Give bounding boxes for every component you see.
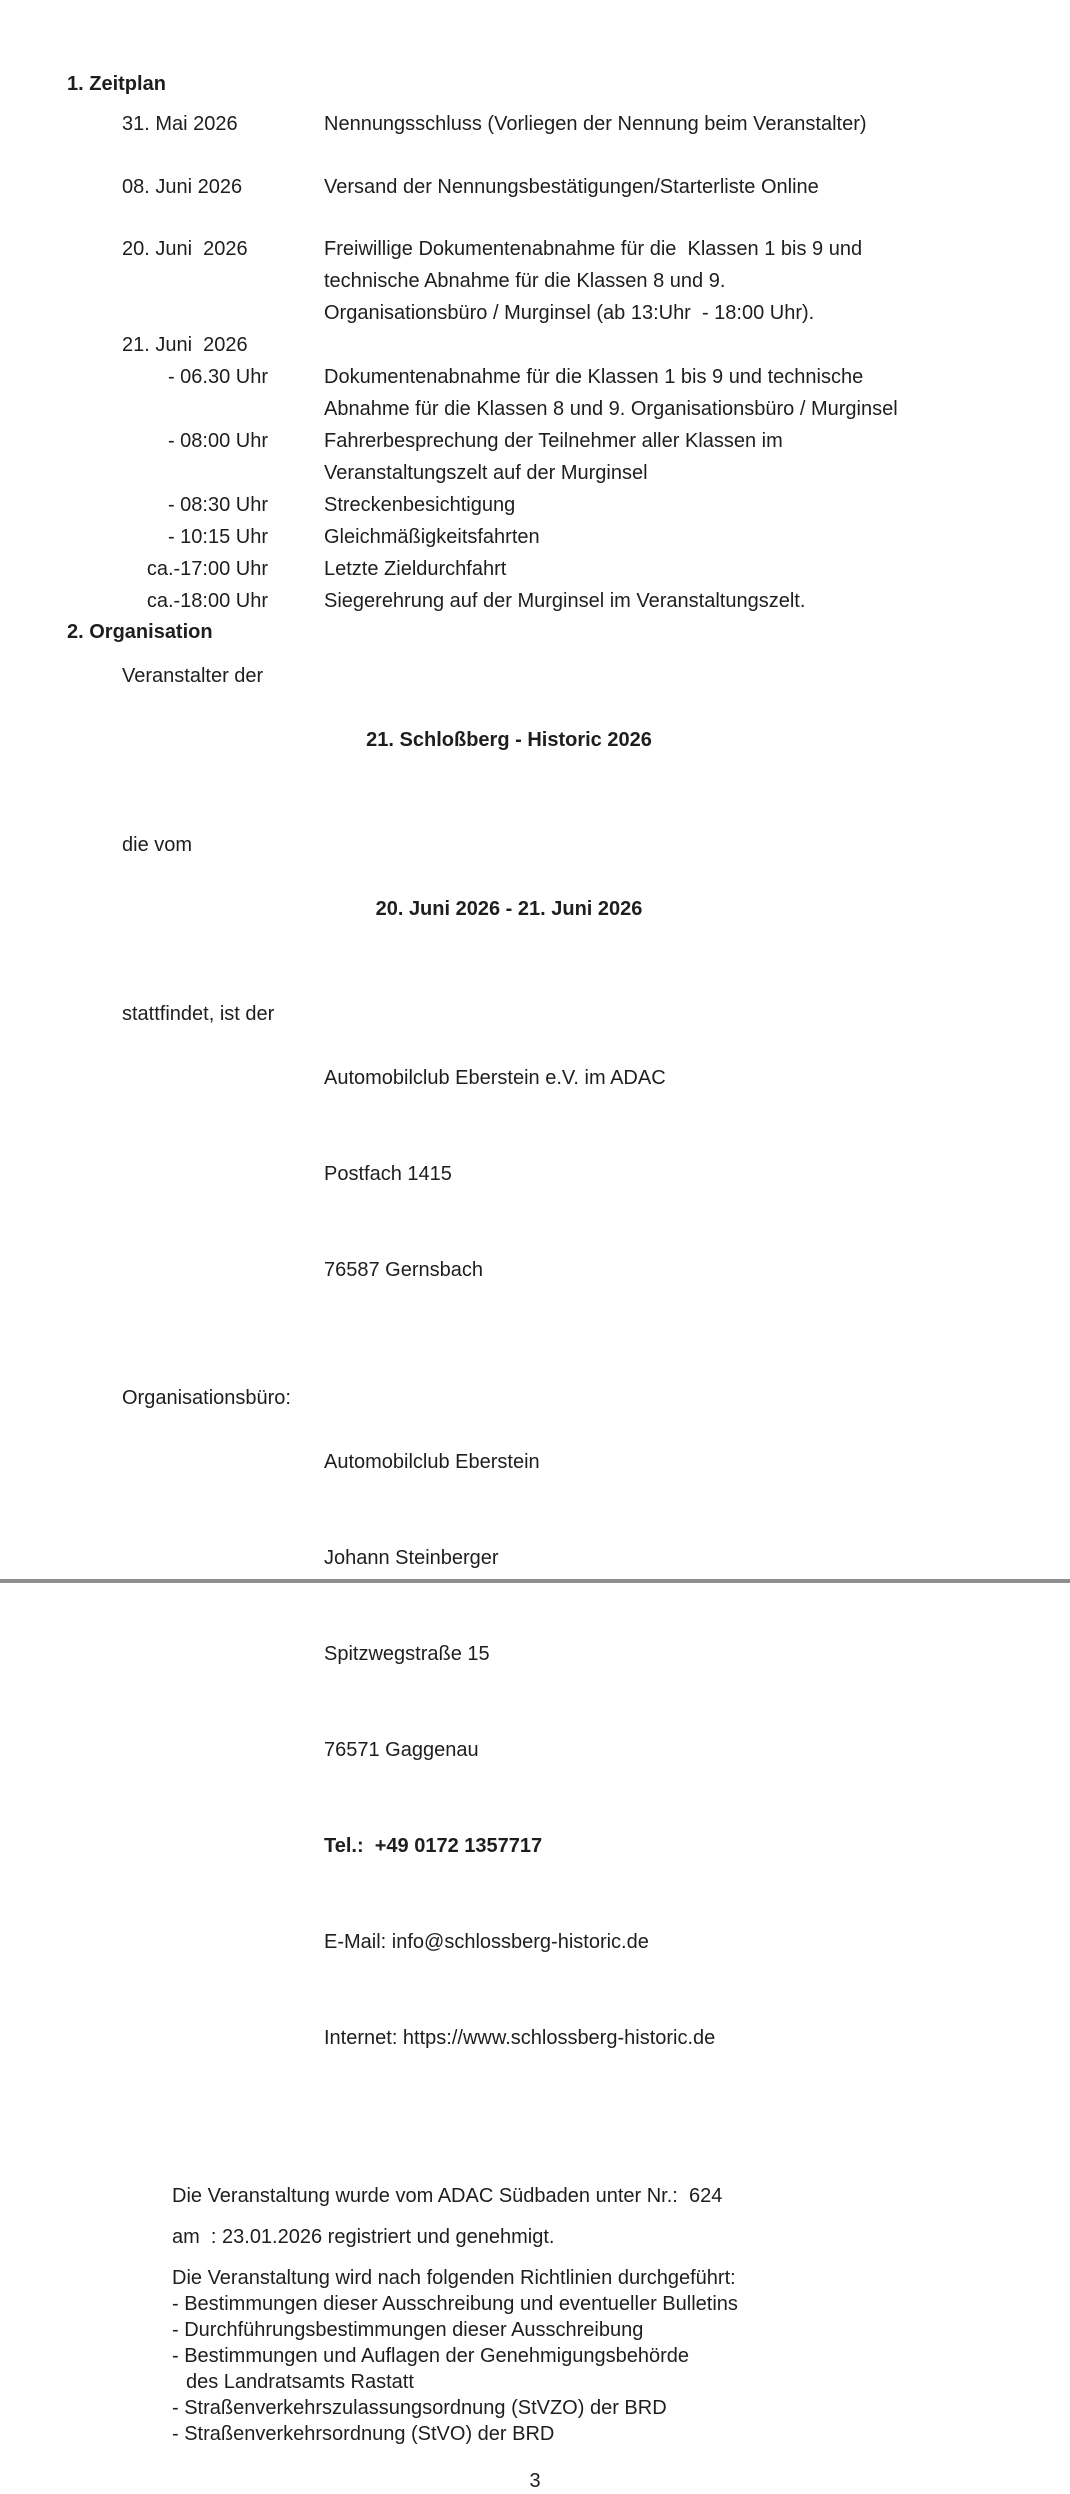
guideline-item: - Durchführungsbestimmungen dieser Ausschreibung [172, 2319, 644, 2341]
schedule-description: Freiwillige Dokumentenabnahme für die Klassen 1 bis 9 und [324, 238, 863, 260]
guideline-item: - Bestimmungen dieser Ausschreibung und eventueller Bulletins [172, 2293, 738, 2315]
schedule-time [122, 457, 324, 489]
office-label: Organisationsbüro: [122, 1387, 291, 1409]
office-club: Automobilclub Eberstein [324, 1451, 540, 1473]
organiser-city: 76587 Gernsbach [324, 1259, 484, 1281]
schedule-time: - 08:00 Uhr [167, 430, 268, 452]
schedule-time: ca.-17:00 Uhr [146, 558, 268, 580]
schedule-description: Nennungsschluss (Vorliegen der Nennung beim Veranstalter) [324, 113, 867, 135]
schedule-row [0, 297, 1070, 329]
organiser-name: Automobilclub Eberstein e.V. im ADAC [324, 1067, 666, 1089]
schedule-time [122, 393, 324, 425]
guideline-item-continuation: des Landratsamts Rastatt [186, 2371, 414, 2393]
schedule-description: Fahrerbesprechung der Teilnehmer aller Klassen im [324, 430, 783, 452]
schedule-time: ca.-18:00 Uhr [146, 590, 268, 612]
organiser-pobox: Postfach 1415 [324, 1163, 452, 1185]
schedule-description: Dokumentenabnahme für die Klassen 1 bis 9 und technische [324, 366, 864, 388]
schedule-description: Abnahme für die Klassen 8 und 9. Organisationsbüro / Murginsel [324, 398, 898, 420]
schedule-description: Versand der Nennungsbestätigungen/Starterliste Online [324, 176, 819, 198]
schedule-row [0, 489, 1070, 521]
schedule-row [0, 108, 1070, 140]
schedule-row [0, 361, 1070, 393]
veranstalter-label: Veranstalter der [122, 665, 264, 687]
page-bottom-divider [0, 1579, 1070, 1583]
office-website: Internet: https://www.schlossberg-historic.de [324, 2027, 716, 2049]
schedule-row [0, 171, 1070, 203]
schedule-description [324, 329, 1070, 361]
schedule-row [0, 553, 1070, 585]
office-phone: Tel.: +49 0172 1357717 [324, 1835, 543, 1857]
schedule-row [0, 265, 1070, 297]
approval-section [172, 2183, 1070, 2447]
schedule-date [122, 265, 324, 297]
schedule-row [0, 585, 1070, 617]
schedule-list [0, 108, 1070, 617]
guidelines-intro: Die Veranstaltung wird nach folgenden Richtlinien durchgeführt: [172, 2267, 736, 2289]
section-heading-organisation: 2. Organisation [67, 621, 213, 643]
schedule-description: Gleichmäßigkeitsfahrten [324, 526, 540, 548]
page-number: 3 [529, 2470, 541, 2492]
office-email: E-Mail: info@schlossberg-historic.de [324, 1931, 649, 1953]
stattfindet-label: stattfindet, ist der [122, 1003, 275, 1025]
schedule-row [0, 233, 1070, 265]
schedule-date: 20. Juni 2026 [122, 238, 248, 260]
schedule-description: Organisationsbüro / Murginsel (ab 13:Uhr - 18:00 Uhr). [324, 302, 815, 324]
guideline-item: - Bestimmungen und Auflagen der Genehmigungsbehörde [172, 2345, 690, 2367]
event-dates-row [0, 829, 1070, 989]
guideline-item: - Straßenverkehrsordnung (StVO) der BRD [172, 2423, 555, 2445]
schedule-row [0, 457, 1070, 489]
event-dates: 20. Juni 2026 - 21. Juni 2026 [375, 898, 643, 920]
office-row [0, 1382, 1070, 2118]
schedule-description: Streckenbesichtigung [324, 494, 516, 516]
schedule-description: Letzte Zieldurchfahrt [324, 558, 507, 580]
schedule-time: - 06.30 Uhr [167, 366, 268, 388]
schedule-description: Siegerehrung auf der Murginsel im Veranstaltungszelt. [324, 590, 806, 612]
schedule-date: 31. Mai 2026 [122, 113, 238, 135]
approval-registration-line: Die Veranstaltung wurde vom ADAC Südbaden unter Nr.: 624 [172, 2185, 723, 2207]
organiser-address-row [0, 998, 1070, 1350]
schedule-time: - 08:30 Uhr [167, 494, 268, 516]
schedule-description: technische Abnahme für die Klassen 8 und 9. [324, 270, 726, 292]
schedule-date [122, 297, 324, 329]
office-city: 76571 Gaggenau [324, 1739, 479, 1761]
office-contact-person: Johann Steinberger [324, 1547, 499, 1569]
office-street: Spitzwegstraße 15 [324, 1643, 490, 1665]
schedule-row [0, 521, 1070, 553]
schedule-date: 08. Juni 2026 [122, 176, 243, 198]
schedule-row [0, 425, 1070, 457]
die-vom-label: die vom [122, 834, 193, 856]
document-page [0, 72, 1070, 2492]
schedule-row [0, 329, 1070, 361]
event-title: 21. Schloßberg - Historic 2026 [366, 729, 652, 751]
schedule-time: - 10:15 Uhr [167, 526, 268, 548]
section-heading-zeitplan: 1. Zeitplan [67, 73, 166, 95]
approval-date-line: am : 23.01.2026 registriert und genehmigt. [172, 2226, 555, 2248]
schedule-row [0, 393, 1070, 425]
schedule-description: Veranstaltungszelt auf der Murginsel [324, 462, 648, 484]
guideline-item: - Straßenverkehrszulassungsordnung (StVZO) der BRD [172, 2397, 667, 2419]
organiser-title-row [0, 660, 1070, 820]
schedule-date: 21. Juni 2026 [122, 334, 248, 356]
